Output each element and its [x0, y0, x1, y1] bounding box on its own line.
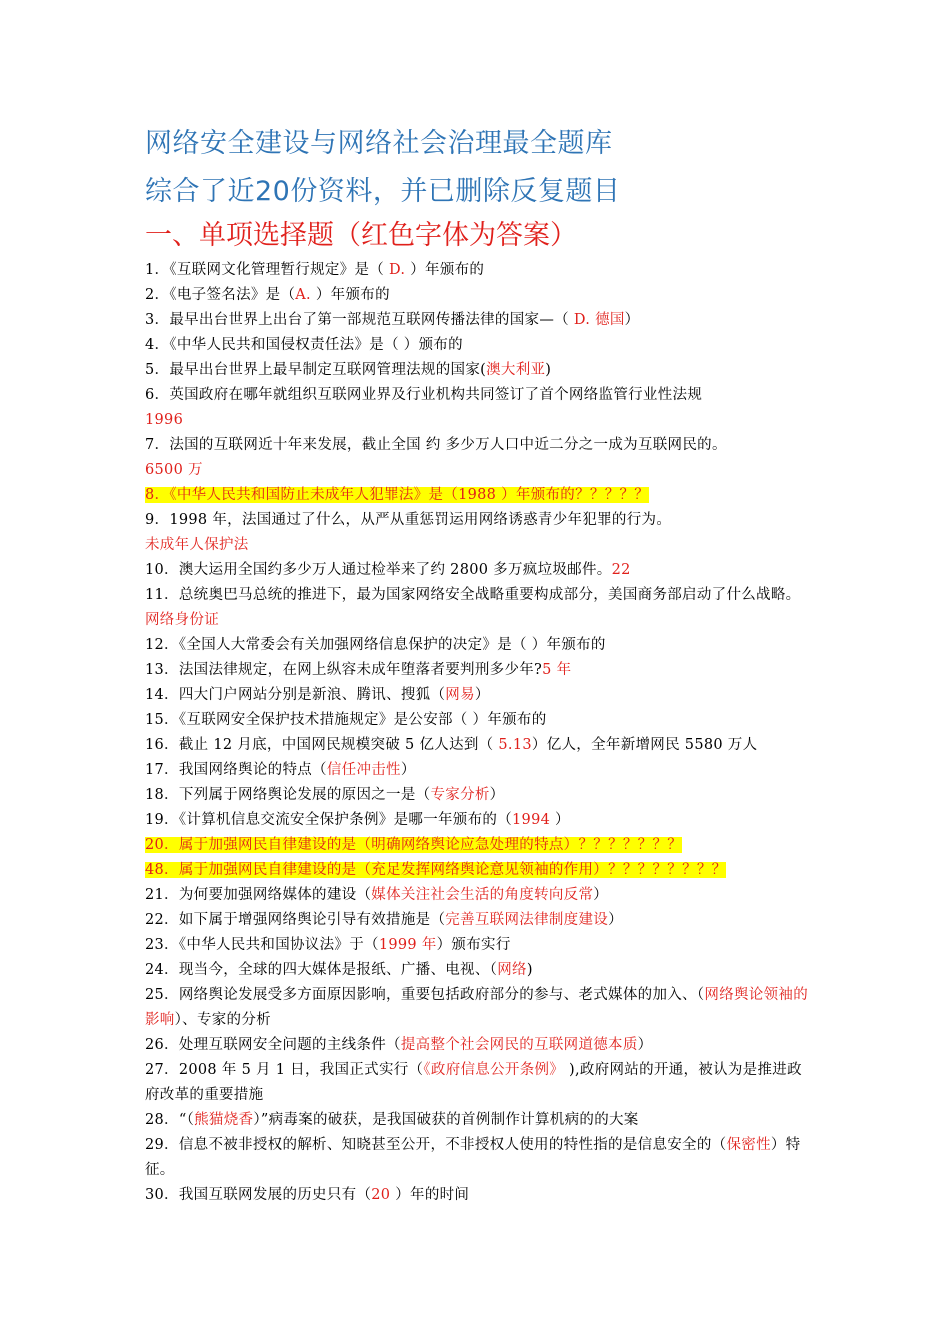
answer: 网络 [497, 962, 527, 978]
answer: 1994 [512, 812, 556, 828]
question-item: 5．最早出台世界上最早制定互联网管理法规的国家(澳大利亚) [145, 362, 552, 378]
answer: 20 [371, 1187, 396, 1203]
answer: 6500 万 [145, 462, 203, 478]
question-item: 9．1998 年，法国通过了什么，从严从重惩罚运用网络诱惑青少年犯罪的行为。 [145, 512, 672, 528]
question-item: 13．法国法律规定，在网上纵容未成年堕落者要判刑多少年?5 年 [145, 662, 572, 678]
answer: D. [384, 262, 411, 278]
answer: 信任冲击性 [326, 762, 401, 778]
question-item: 11．总统奥巴马总统的推进下，最为国家网络安全战略重要构成部分，美国商务部启动了什么战略。网络身份证 [145, 587, 801, 628]
question-item: 17．我国网络舆论的特点（信任冲击性） [145, 762, 416, 778]
answer: 1988 [458, 487, 502, 503]
answer: 网络身份证 [145, 612, 219, 628]
answer: 专家分析 [430, 787, 490, 803]
answer: 完善互联网法律制度建设 [445, 912, 609, 928]
question-item: 29．信息不被非授权的解析、知晓甚至公开，不非授权人使用的特性指的是信息安全的（保密性）特征。 [145, 1137, 801, 1178]
question-item: 6．英国政府在哪年就组织互联网业界及行业机构共同签订了首个网络监管行业性法规 [145, 387, 703, 403]
answer: 网络舆论领袖的影响 [145, 987, 809, 1028]
answer: 1999 年 [378, 937, 437, 953]
answer: 明确网络舆论应急处理的特点 [371, 837, 564, 853]
answer: 媒体关注社会生活的角度转向反常 [371, 887, 594, 903]
question-item: 7．法国的互联网近十年来发展，截止全国 约 多少万人口中近二分之一成为互联网民的。 [145, 437, 727, 453]
question-item: 28．“（熊猫烧香）”病毒案的破获，是我国破获的首例制作计算机病的的大案 [145, 1112, 639, 1128]
question-item: 16．截止 12 月底，中国网民规模突破 5 亿人达到（ 5.13）亿人，全年新增网民 5580 万人 [145, 737, 758, 753]
question-item: 12．《全国人大常委会有关加强网络信息保护的决定》是（ ）年颁布的 [145, 637, 606, 653]
question-item: 4．《中华人民共和国侵权责任法》是（ ）颁布的 [145, 337, 463, 353]
question-item: 24．现当今，全球的四大媒体是报纸、广播、电视、（网络) [145, 962, 533, 978]
answer: 熊猫烧香 [194, 1112, 254, 1128]
answer: 未成年人保护法 [145, 537, 249, 553]
question-item-highlighted: 48．属于加强网民自律建设的是（充足发挥网络舆论意见领袖的作用）？？？？？？？？ [145, 862, 727, 878]
answer: 充足发挥网络舆论意见领袖的作用 [371, 862, 594, 878]
answer: A. [295, 287, 316, 303]
question-item: 22．如下属于增强网络舆论引导有效措施是（完善互联网法律制度建设） [145, 912, 623, 928]
answer: D. 德国 [573, 312, 625, 328]
question-item-highlighted: 20．属于加强网民自律建设的是（明确网络舆论应急处理的特点）？？？？？？？ [145, 837, 683, 853]
question-item: 15．《互联网安全保护技术措施规定》是公安部（ ）年颁布的 [145, 712, 547, 728]
answer: 提高整个社会网民的互联网道德本质 [400, 1037, 638, 1053]
question-item: 25．网络舆论发展受多方面原因影响，重要包括政府部分的参与、老式媒体的加入、（网络舆论领袖的影响）、专家的分析 [145, 987, 809, 1028]
question-list [145, 258, 810, 1208]
question-item: 1．《互联网文化管理暂行规定》是（ D. ）年颁布的 [145, 262, 485, 278]
question-item: 30．我国互联网发展的历史只有（20 ）年的时间 [145, 1187, 470, 1203]
answer: 网易 [445, 687, 475, 703]
question-item: 21．为何要加强网络媒体的建设（媒体关注社会生活的角度转向反常） [145, 887, 609, 903]
question-item: 2．《电子签名法》是（A. ）年颁布的 [145, 287, 390, 303]
answer: 5 年 [542, 662, 572, 678]
question-item: 23．《中华人民共和国协议法》于（1999 年）颁布实行 [145, 937, 511, 953]
question-item-highlighted: 8．《中华人民共和国防止未成年人犯罪法》是（1988 ）年颁布的？？？？？ [145, 487, 650, 503]
answer: 澳大利亚 [486, 362, 546, 378]
question-item: 10．澳大运用全国约多少万人通过检举来了约 2800 多万疯垃圾邮件。22 [145, 562, 631, 578]
answer: 22 [611, 562, 631, 578]
answer: 保密性 [726, 1137, 771, 1153]
question-item: 19．《计算机信息交流安全保护条例》是哪一年颁布的（1994 ） [145, 812, 570, 828]
document-subtitle: 综合了近20份资料，并已删除反复题目 [145, 176, 621, 207]
answer: 《政府信息公开条例》 [423, 1062, 565, 1078]
section-heading: 一、单项选择题（红色字体为答案） [145, 220, 577, 251]
question-item: 14．四大门户网站分别是新浪、腾讯、搜狐（网易） [145, 687, 490, 703]
question-item: 27．2008 年 5 月 1 日，我国正式实行（《政府信息公开条例》 ),政府网站的开通，被认为是推进政府改革的重要措施 [145, 1062, 802, 1103]
answer: 1996 [145, 412, 184, 428]
question-item: 18．下列属于网络舆论发展的原因之一是（专家分析） [145, 787, 505, 803]
question-item: 3．最早出台世界上出台了第一部规范互联网传播法律的国家—（ D. 德国） [145, 312, 640, 328]
question-item: 26．处理互联网安全问题的主线条件（提高整个社会网民的互联网道德本质） [145, 1037, 653, 1053]
answer: 5.13 [498, 737, 532, 753]
document-page [145, 128, 810, 1208]
document-title: 网络安全建设与网络社会治理最全题库 [145, 128, 613, 159]
